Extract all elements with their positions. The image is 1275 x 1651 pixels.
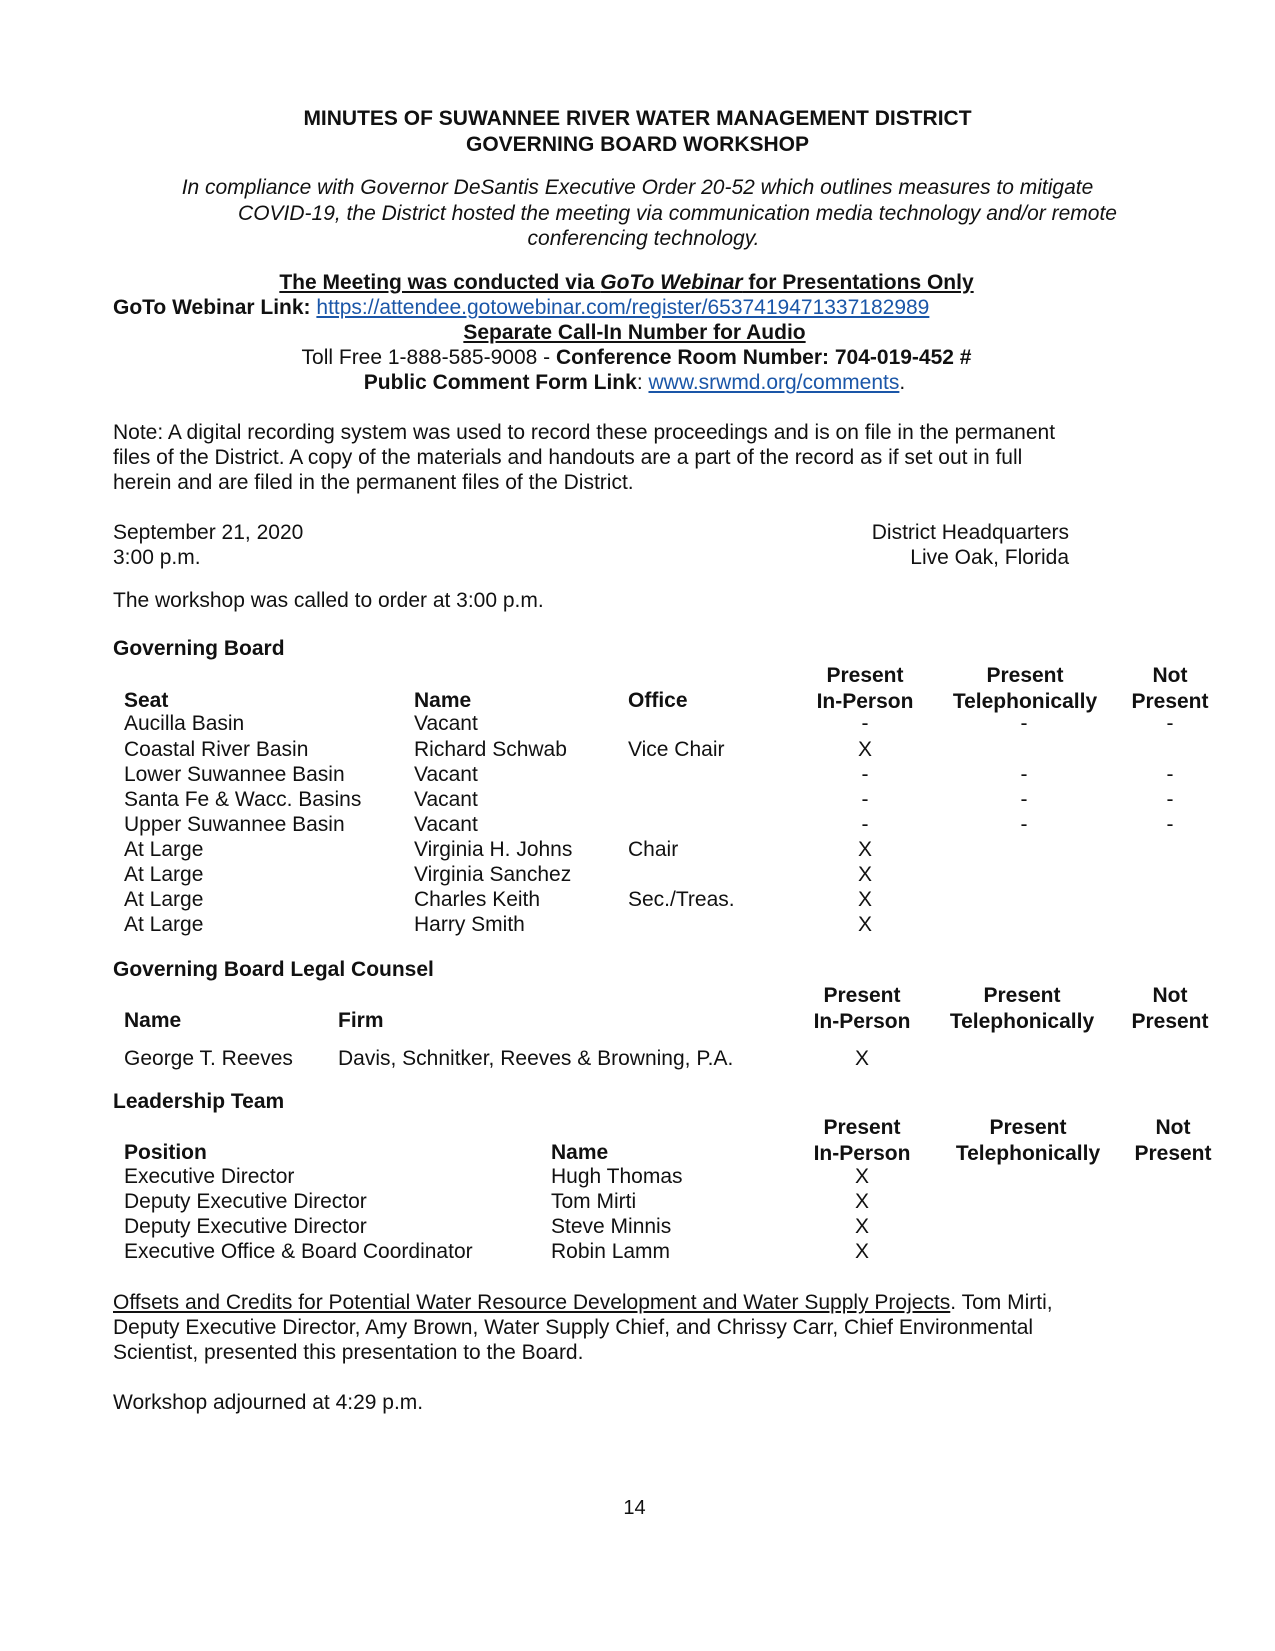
header-present: Present xyxy=(1134,1142,1212,1165)
telephonic-mark: - xyxy=(1020,712,1028,735)
toll-free-number: Toll Free 1-888-585-9008 - xyxy=(301,346,556,369)
in-person-mark: - xyxy=(861,788,869,811)
legal-counsel-heading: Governing Board Legal Counsel xyxy=(113,958,434,981)
leadership-col-in-person xyxy=(800,1115,924,1167)
board-member-name: Vacant xyxy=(414,712,478,735)
board-member-name: Vacant xyxy=(414,788,478,811)
conducted-platform: GoTo Webinar xyxy=(600,271,743,294)
board-seat: At Large xyxy=(124,863,204,886)
presentation-line3: Scientist, presented this presentation to the Board. xyxy=(113,1341,584,1364)
compliance-line2: COVID-19, the District hosted the meeting via communication media technology and/or remote xyxy=(238,202,1117,225)
header-present: Present xyxy=(989,1116,1067,1139)
call-in-line xyxy=(0,346,1274,370)
telephonic-mark: - xyxy=(1020,788,1028,811)
header-present: Present xyxy=(1131,1010,1209,1033)
header-present: Present xyxy=(823,984,901,1007)
board-seat: At Large xyxy=(124,913,204,936)
public-comment-link[interactable]: www.srwmd.org/comments xyxy=(648,371,900,394)
counsel-firm: Davis, Schnitker, Reeves & Browning, P.A. xyxy=(338,1047,734,1070)
leadership-col-not-present xyxy=(1125,1115,1221,1167)
leadership-name: Robin Lamm xyxy=(551,1240,671,1263)
board-seat: Aucilla Basin xyxy=(124,712,245,735)
leadership-name: Hugh Thomas xyxy=(551,1165,683,1188)
presentation-line2: Deputy Executive Director, Amy Brown, Water Supply Chief, and Chrissy Carr, Chief Environmental xyxy=(113,1316,1034,1339)
leadership-col-position: Position xyxy=(124,1141,207,1164)
in-person-mark: X xyxy=(857,838,872,861)
board-col-not-present xyxy=(1122,663,1218,715)
board-member-name: Virginia H. Johns xyxy=(414,838,573,861)
in-person-mark: X xyxy=(857,888,872,911)
header-present: Present xyxy=(823,1116,901,1139)
board-col-in-person xyxy=(803,663,927,715)
in-person-mark: X xyxy=(854,1047,869,1070)
in-person-mark: X xyxy=(854,1165,869,1188)
document-title-line2: GOVERNING BOARD WORKSHOP xyxy=(465,133,809,156)
not-present-mark: - xyxy=(1166,813,1174,836)
board-office: Sec./Treas. xyxy=(628,888,735,911)
leadership-col-name: Name xyxy=(551,1141,609,1164)
header-in-person: In-Person xyxy=(816,690,914,713)
header-present: Present xyxy=(1131,690,1209,713)
board-seat: Upper Suwannee Basin xyxy=(124,813,345,836)
governing-board-heading: Governing Board xyxy=(113,637,285,660)
not-present-mark: - xyxy=(1166,712,1174,735)
counsel-col-name: Name xyxy=(124,1009,182,1032)
in-person-mark: X xyxy=(857,863,872,886)
header-not: Not xyxy=(1155,1116,1191,1139)
header-not: Not xyxy=(1152,664,1188,687)
in-person-mark: X xyxy=(854,1190,869,1213)
in-person-mark: - xyxy=(861,763,869,786)
board-seat: Santa Fe & Wacc. Basins xyxy=(124,788,362,811)
public-comment-sep: : xyxy=(636,371,649,394)
in-person-mark: - xyxy=(861,813,869,836)
leadership-position: Executive Office & Board Coordinator xyxy=(124,1240,473,1263)
compliance-line3: conferencing technology. xyxy=(527,227,760,250)
leadership-team-heading: Leadership Team xyxy=(113,1090,285,1113)
telephonic-mark: - xyxy=(1020,763,1028,786)
note-line2: files of the District. A copy of the materials and handouts are a part of the record as if set out in full xyxy=(113,446,1023,469)
header-not: Not xyxy=(1152,984,1188,1007)
leadership-position: Executive Director xyxy=(124,1165,295,1188)
public-comment-line xyxy=(0,371,1272,395)
board-seat: Lower Suwannee Basin xyxy=(124,763,345,786)
board-col-telephonically xyxy=(940,663,1110,715)
board-seat: At Large xyxy=(124,838,204,861)
public-comment-end: . xyxy=(899,371,906,394)
board-seat: At Large xyxy=(124,888,204,911)
call-in-heading: Separate Call-In Number for Audio xyxy=(463,321,806,344)
board-office: Chair xyxy=(628,838,679,861)
leadership-name: Tom Mirti xyxy=(551,1190,637,1213)
meeting-date: September 21, 2020 xyxy=(113,521,304,544)
leadership-position: Deputy Executive Director xyxy=(124,1215,367,1238)
header-present: Present xyxy=(986,664,1064,687)
header-in-person: In-Person xyxy=(813,1142,911,1165)
board-member-name: Richard Schwab xyxy=(414,738,567,761)
board-seat: Coastal River Basin xyxy=(124,738,309,761)
counsel-name: George T. Reeves xyxy=(124,1047,293,1070)
meeting-time: 3:00 p.m. xyxy=(113,546,201,569)
conducted-suffix: for Presentations Only xyxy=(742,271,974,294)
adjourned-statement: Workshop adjourned at 4:29 p.m. xyxy=(113,1391,424,1414)
presentation-text-1: . Tom Mirti, xyxy=(950,1291,1053,1314)
conference-room-number: Conference Room Number: 704-019-452 # xyxy=(556,346,972,369)
in-person-mark: - xyxy=(861,712,869,735)
webinar-link-label: GoTo Webinar Link: xyxy=(113,296,317,319)
in-person-mark: X xyxy=(857,738,872,761)
counsel-col-telephonically xyxy=(937,983,1107,1035)
called-to-order: The workshop was called to order at 3:00 p.m. xyxy=(113,589,544,612)
public-comment-label: Public Comment Form Link xyxy=(363,371,637,394)
board-member-name: Charles Keith xyxy=(414,888,541,911)
leadership-name: Steve Minnis xyxy=(551,1215,672,1238)
webinar-link[interactable]: https://attendee.gotowebinar.com/register/6537419471337182989 xyxy=(316,296,930,319)
counsel-col-firm: Firm xyxy=(338,1009,384,1032)
page-number: 14 xyxy=(623,1497,646,1519)
meeting-location: District Headquarters xyxy=(871,521,1069,544)
header-present: Present xyxy=(826,664,904,687)
board-member-name: Virginia Sanchez xyxy=(414,863,572,886)
note-line1: Note: A digital recording system was used to record these proceedings and is on file in the permanent xyxy=(113,421,1056,444)
header-telephonically: Telephonically xyxy=(955,1142,1101,1165)
in-person-mark: X xyxy=(857,913,872,936)
webinar-link-line xyxy=(113,296,929,320)
board-col-name: Name xyxy=(414,689,472,712)
header-present: Present xyxy=(983,984,1061,1007)
conducted-prefix: The Meeting was conducted via xyxy=(279,271,601,294)
presentation-line1 xyxy=(113,1291,1053,1315)
not-present-mark: - xyxy=(1166,788,1174,811)
leadership-col-telephonically xyxy=(943,1115,1113,1167)
meeting-conducted-line xyxy=(0,271,1264,295)
compliance-line1: In compliance with Governor DeSantis Executive Order 20-52 which outlines measures to mitigate xyxy=(181,176,1094,199)
board-col-seat: Seat xyxy=(124,689,169,712)
board-member-name: Vacant xyxy=(414,763,478,786)
leadership-position: Deputy Executive Director xyxy=(124,1190,367,1213)
board-col-office: Office xyxy=(628,689,688,712)
board-office: Vice Chair xyxy=(628,738,725,761)
in-person-mark: X xyxy=(854,1215,869,1238)
meeting-city: Live Oak, Florida xyxy=(910,546,1069,569)
not-present-mark: - xyxy=(1166,763,1174,786)
document-title-line1: MINUTES OF SUWANNEE RIVER WATER MANAGEMENT DISTRICT xyxy=(303,107,972,130)
board-member-name: Vacant xyxy=(414,813,478,836)
board-member-name: Harry Smith xyxy=(414,913,525,936)
header-in-person: In-Person xyxy=(813,1010,911,1033)
telephonic-mark: - xyxy=(1020,813,1028,836)
counsel-col-in-person xyxy=(800,983,924,1035)
in-person-mark: X xyxy=(854,1240,869,1263)
counsel-col-not-present xyxy=(1122,983,1218,1035)
header-telephonically: Telephonically xyxy=(949,1010,1095,1033)
header-telephonically: Telephonically xyxy=(952,690,1098,713)
note-line3: herein and are filed in the permanent files of the District. xyxy=(113,471,634,494)
presentation-topic: Offsets and Credits for Potential Water Resource Development and Water Supply Projects xyxy=(113,1291,951,1314)
